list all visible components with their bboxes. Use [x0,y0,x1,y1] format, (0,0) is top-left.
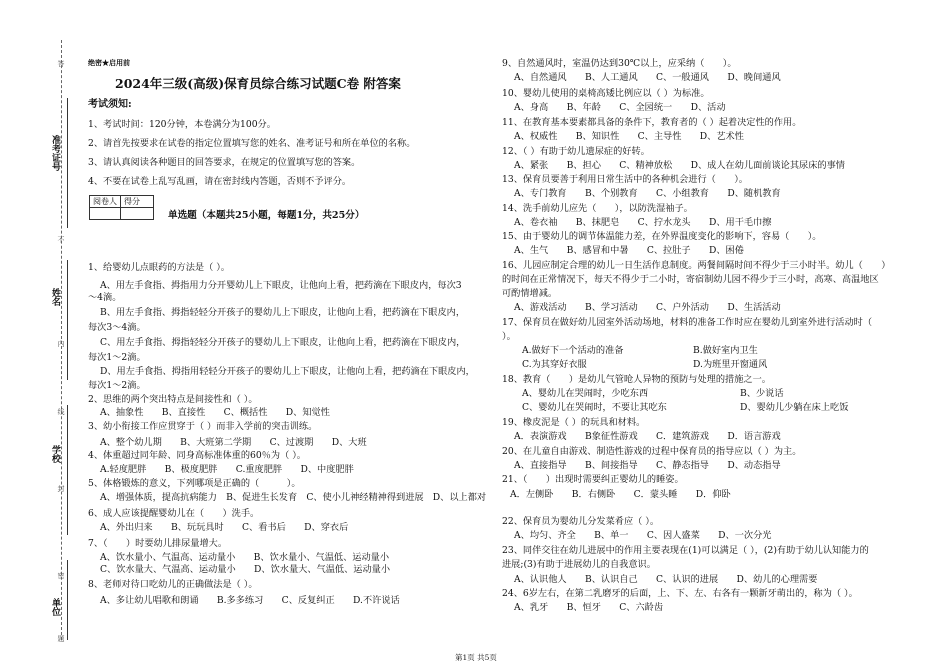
left-line-15: A.轻度肥胖 B、极度肥胖 C.重度肥胖 D、中度肥胖 [100,464,354,475]
unit-line [67,560,68,640]
name-line [67,260,68,380]
notice-item-1: 1、考试时间：120分钟，本卷满分为100分。 [88,119,276,130]
left-line-2: A、用左手食指、拇指用力分开婴幼儿上下眼皮，让他向上看，把药滴在下眼皮内，每次3 [100,280,462,291]
left-line-19: A、外出归来 B、玩玩具时 C、看书后 D、穿衣后 [100,522,349,533]
score-col-points: 得分 [121,196,154,208]
right-line-34: 21、（ ）出现时需要纠正婴幼儿的睡姿。 [502,474,684,485]
label-school: 学校 [50,445,60,463]
right-line-1: 9、自然通风时，室温仍达到30℃以上，应采纳（ ）。 [502,58,737,69]
right-line-41: 24、6岁左右，在第二乳磨牙的后面，上、下、左、右各有一颗新牙萌出的，称为（ ）。 [502,588,858,599]
notice-item-4: 4、不要在试卷上乱写乱画，请在密封线内答题，否则不予评分。 [88,176,352,187]
left-line-11: A、抽象性 B、直接性 C、概括性 D、知觉性 [100,407,330,418]
notice-heading: 考试须知: [88,99,132,110]
right-line-27: B、少说话 [740,388,784,399]
page-title: 2024年三级(高级)保育员综合练习试题C卷 附答案 [115,76,401,91]
right-line-21: A.做好下一个活动的准备 [522,345,624,356]
score-cell-grader[interactable] [90,208,121,220]
left-line-16: 5、体格锻炼的意义，下列哪项是正确的（ ）。 [88,478,301,489]
right-line-30: 19、橡皮泥是（ ）的玩具和材料。 [502,417,646,428]
left-line-21: A、饮水量小、气温高、运动量小 B、饮水量小、气温低、运动量小 [100,552,390,563]
notice-item-2: 2、请首先按要求在试卷的指定位置填写您的姓名、准考证号和所在单位的名称。 [88,138,416,149]
left-line-6: C、用左手食指、拇指轻轻分开孩子的婴幼儿上下眼皮，让他向上看，把药滴在下眼皮内， [100,337,466,348]
left-line-18: 6、成人应该提醒婴幼儿在（ ）洗手。 [88,508,260,519]
right-line-16: 的时间在正常情况下，每天不得少于二小时，寄宿制幼儿园不得少于三小时，高寒、高温地区 [502,274,879,285]
right-line-10: A、专门教育 B、个别教育 C、小组教育 D、随机教育 [514,188,781,199]
page-footer: 第1页 共5页 [455,653,497,662]
right-line-22: B.做好室内卫生 [693,345,758,356]
right-line-19: 17、保育员在做好幼儿园室外活动场地，材料的准备工作时应在婴幼儿到室外进行活动时（ [502,317,873,328]
right-line-14: A、生气 B、感冒和中暑 C、拉肚子 D、困倦 [514,245,744,256]
right-line-4: A、身高 B、年龄 C、全园统一 D、活动 [514,102,726,113]
right-line-6: A、权威性 B、知识性 C、主导性 D、艺术性 [514,131,744,142]
right-line-7: 12、（ ）有助于幼儿遗尿症的好转。 [502,146,650,157]
label-exam-number: 准考证号 [50,135,60,171]
left-line-23: 8、老师对待口吃幼儿的正确做法是（ ）。 [88,579,258,590]
right-line-11: 14、洗手前幼儿应先（ ），以防洗湿袖子。 [502,203,693,214]
right-line-33: A、直接指导 B、间接指导 C、静态指导 D、动态指导 [514,460,781,471]
right-line-23: C.为其穿好衣服 [522,359,587,370]
left-line-9: 每次1～2滴。 [88,380,146,391]
label-unit: 单位 [50,598,60,616]
left-line-10: 2、思维的两个突出特点是间接性和（ ）。 [88,394,258,405]
left-line-22: C、饮水量大、气温高、运动量小 D、饮水量大、气温低、运动量小 [100,564,391,575]
seal-char-4: 线 [57,408,65,415]
left-line-12: 3、幼小衔接工作应贯穿于（ ）而非入学前的突击训练。 [88,421,318,432]
right-line-32: 20、在儿童自由游戏、制造性游戏的过程中保育员的指导应以（ ）为主。 [502,446,802,457]
left-line-24: A、多让幼儿唱歌和朗诵 B.多多练习 C、反复纠正 D.不许说话 [100,595,400,606]
right-line-24: D.为班里开窗通风 [693,359,768,370]
right-line-40: A、认识他人 B、认识自己 C、认识的进展 D、幼儿的心理需要 [514,574,818,585]
right-line-15: 16、儿园应制定合理的幼儿一日生活作息制度。两餐间隔时间不得少于三小时半。幼儿（ ） [502,260,891,271]
left-line-1: 1、给婴幼儿点眼药的方法是（ ）。 [88,262,230,273]
seal-char-3: 内 [57,340,65,347]
left-line-4: B、用左手食指、拇指轻轻分开孩子的婴幼儿上下眼皮，让他向上看，把药滴在下眼皮内， [100,307,466,318]
seal-char-5: 封 [57,485,65,492]
right-line-42: A、乳牙 B、恒牙 C、六龄齿 [514,602,664,613]
right-line-31: A．表演游戏 B象征性游戏 C．建筑游戏 D．语言游戏 [514,431,781,442]
score-col-grader: 阅卷人 [90,196,121,208]
right-line-38: 23、同伴交往在幼儿进展中的作用主要表现在(1)可以满足（ ），(2)有助于幼儿认知能力的 [502,545,869,556]
secret-mark: 绝密★启用前 [88,58,130,67]
right-line-29: D、婴幼儿少躺在床上吃饭 [740,402,849,413]
left-line-20: 7、（ ）时要幼儿排尿量增大。 [88,538,228,549]
seal-char-6: 密 [57,572,65,579]
left-line-5: 每次3～4滴。 [88,322,146,333]
right-line-36: 22、保育员为婴幼儿分发菜肴应（ ）。 [502,516,660,527]
exam-number-line [67,98,68,228]
right-line-2: A、自然通风 B、人工通风 C、一般通风 D、晚间通风 [514,72,781,83]
right-line-37: A、均匀、齐全 B、单一 C、因人盛菜 D、一次分光 [514,530,772,541]
score-cell-points[interactable] [121,208,154,220]
right-line-9: 13、保育员要善于利用日常生活中的各种机会进行（ ）。 [502,174,748,185]
right-line-26: A、婴幼儿在哭闹时，少吃东西 [522,388,649,399]
left-line-13: A、整个幼儿期 B、大班第二学期 C、过渡期 D、大班 [100,437,367,448]
right-line-18: A、游戏活动 B、学习活动 C、户外活动 D、生活活动 [514,302,781,313]
seal-char-7: 题 [57,635,65,642]
score-table [89,195,154,220]
left-line-14: 4、体重超过同年龄、同身高标准体重的60％为（ ）。 [88,450,306,461]
right-line-35: A．左侧卧 B．右侧卧 C．蒙头睡 D．仰卧 [510,489,731,500]
right-line-25: 18、教育（ ）是幼儿气管呛人异物的预防与处理的措施之一。 [502,374,771,385]
right-line-5: 11、在教育基本要素都具备的条件下，教育者的（ ）起着决定性的作用。 [502,117,802,128]
label-name: 姓名 [50,288,60,306]
left-line-17: A、增强体质，提高抗病能力 B、促进生长发育 C、使小儿神经精神得到进展 D、以上都对 [100,492,487,503]
right-line-13: 15、由于婴幼儿的调节体温能力差，在外界温度变化的影响下，容易（ ）。 [502,231,822,242]
right-line-39: 进展;(3)有助于进展幼儿的自我意识。 [502,559,656,570]
binding-strip [18,0,65,671]
right-line-20: ）。 [502,331,516,342]
seal-char-2: 不 [57,236,65,243]
school-line [67,405,68,535]
right-line-12: A、卷衣袖 B、抹肥皂 C、拧水龙头 D、用干毛巾擦 [514,217,772,228]
left-line-3: ～4滴。 [88,292,122,303]
left-line-8: D、用左手食指、拇指用轻轻分开孩子的婴幼儿上下眼皮，让他向上看，把药滴在下眼皮内， [100,366,475,377]
notice-item-3: 3、请认真阅读各种题目的回答要求，在规定的位置填写您的答案。 [88,157,361,168]
section-heading: 单选题（本题共25小题，每题1分，共25分） [168,210,365,221]
seal-char-1: 答 [57,60,65,67]
right-line-8: A、紧张 B、担心 C、精神放松 D、成人在幼儿面前谈论其尿床的事情 [514,160,845,171]
right-line-28: C、婴幼儿在哭闹时，不要让其吃东 [522,402,667,413]
right-line-3: 10、婴幼儿使用的桌椅高矮比例应以（ ）为标准。 [502,88,710,99]
right-line-17: 可酌情增减。 [502,288,558,299]
left-line-7: 每次1～2滴。 [88,352,146,363]
